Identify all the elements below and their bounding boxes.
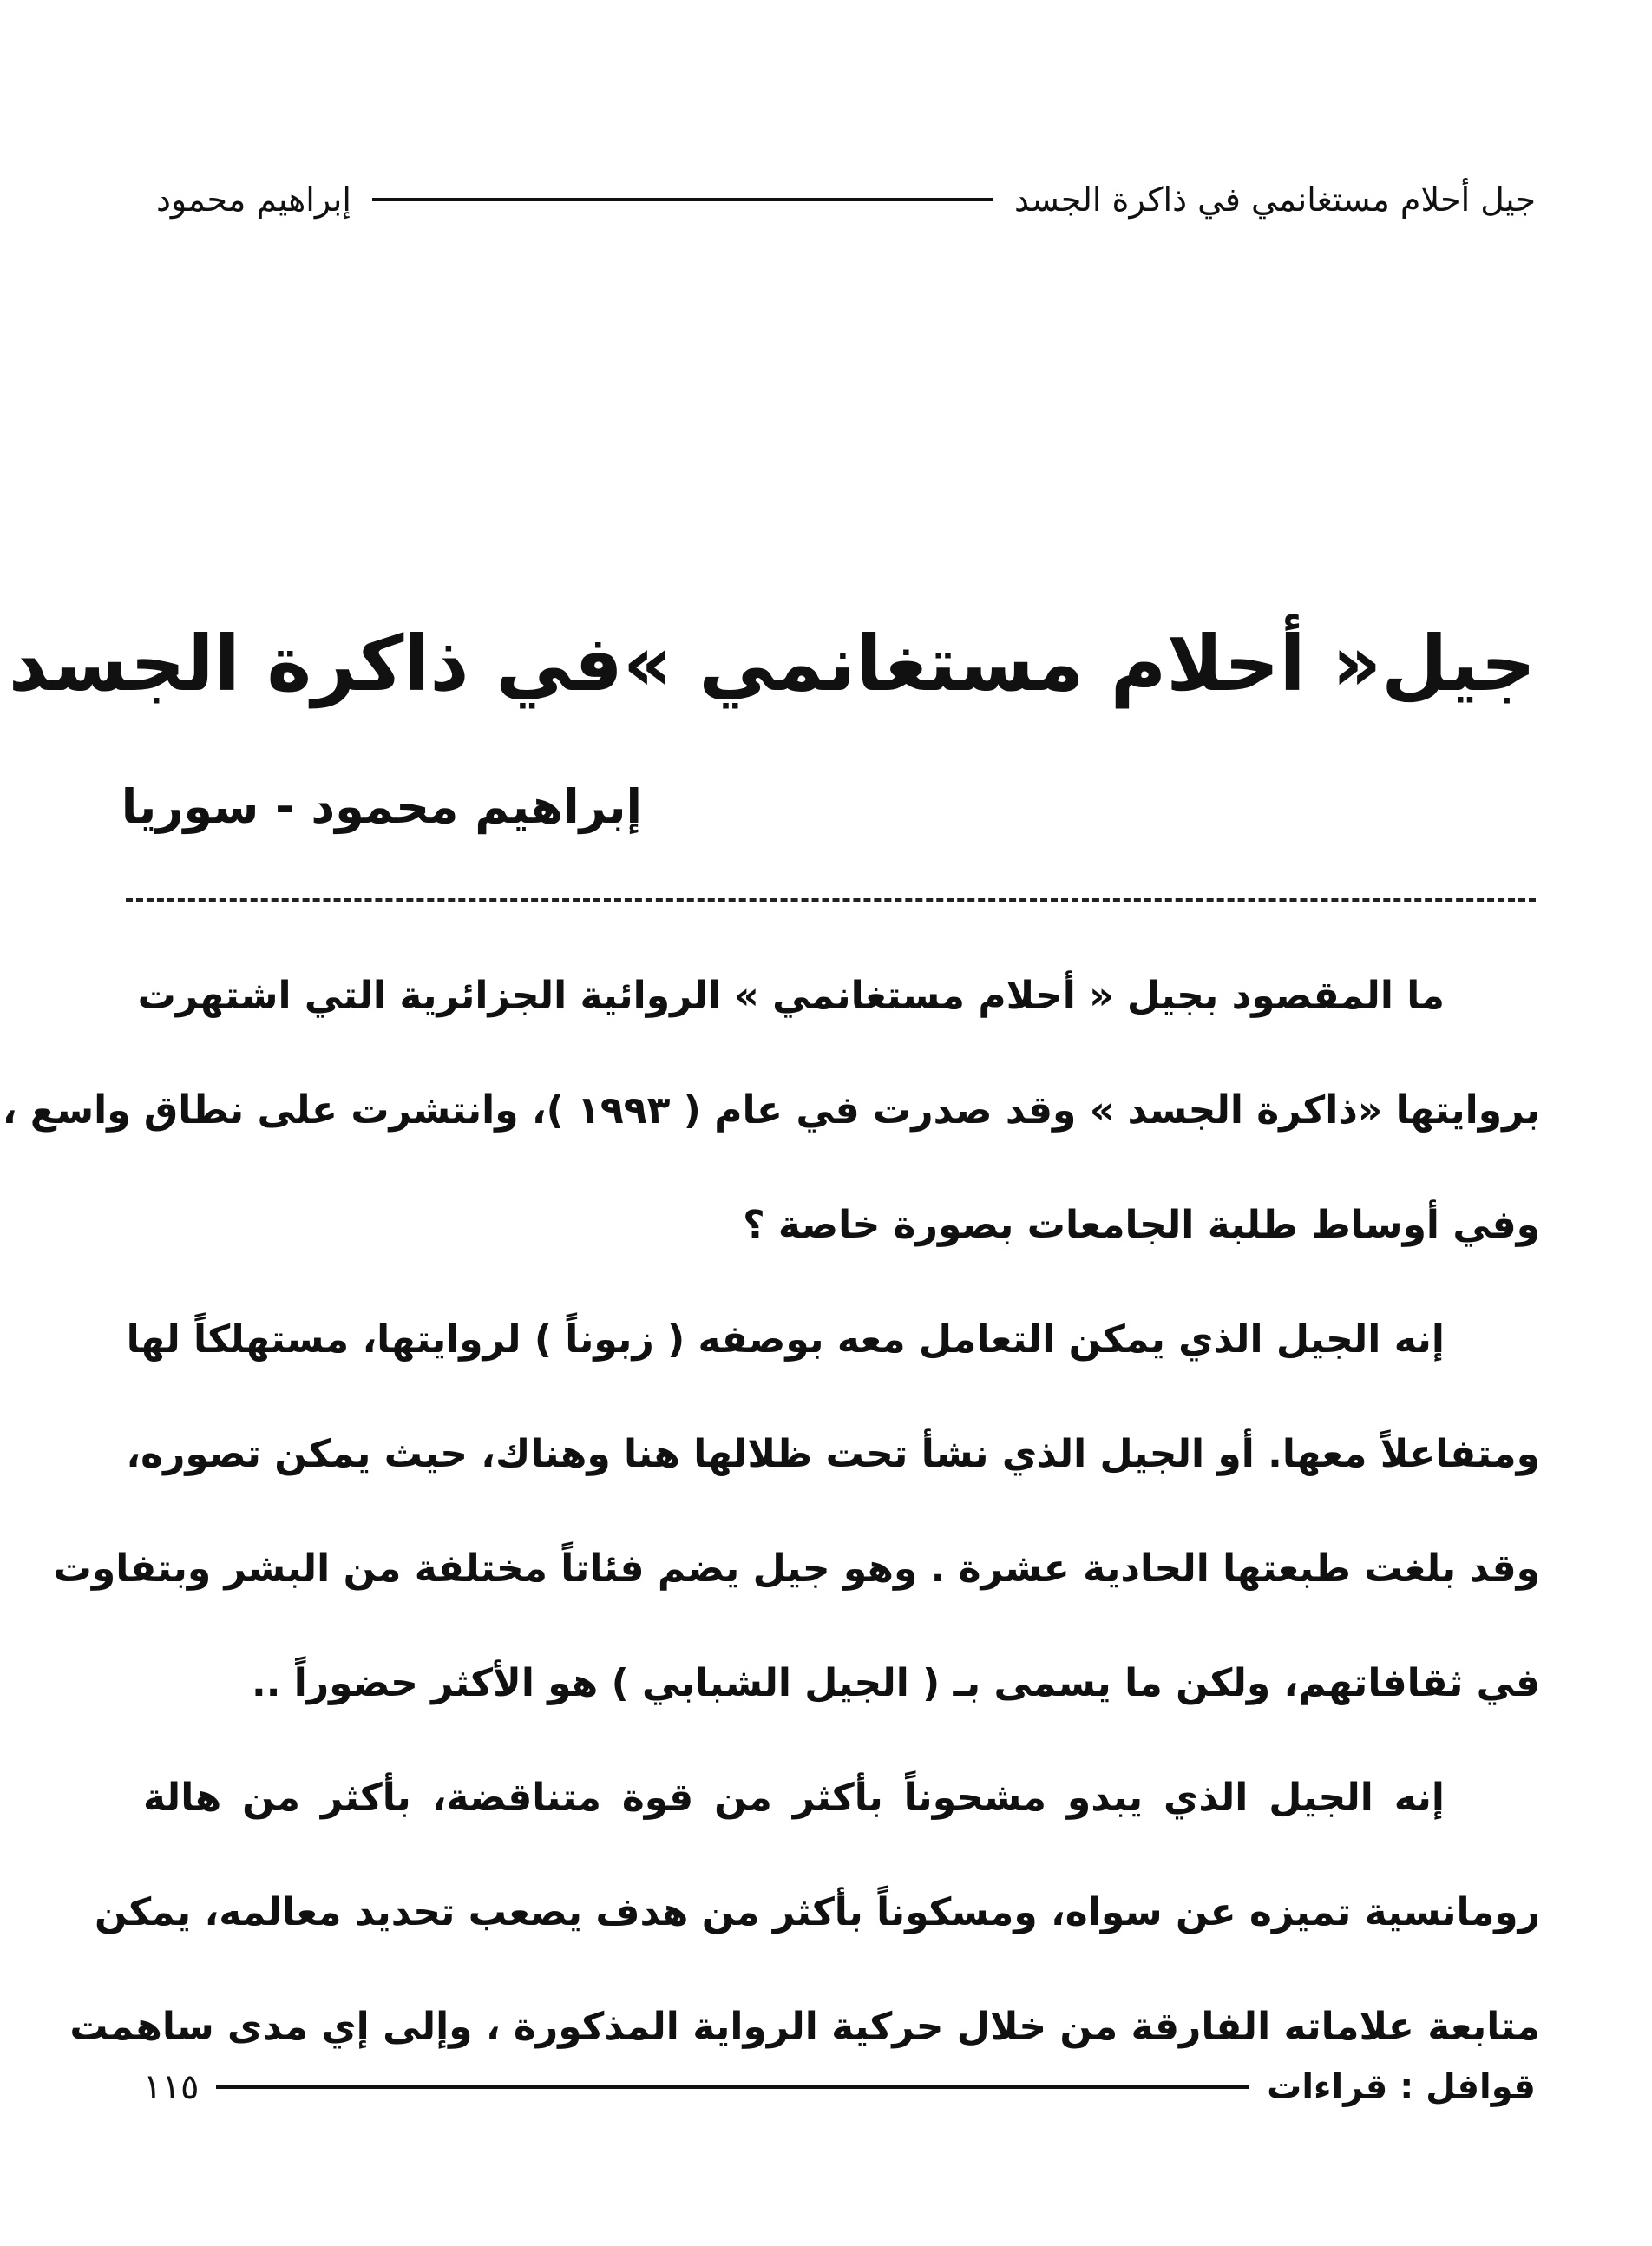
body-line: رومانسية تميزه عن سواه، ومسكوناً بأكثر من هدف يصعب تحديد معالمه، يمكن <box>94 1890 1540 1934</box>
footer-journal: قوافل : قراءات <box>1267 2067 1536 2107</box>
body-line: إنه الجيل الذي يبدو مشحوناً بأكثر من قوة متناقضة، بأكثر من هالة <box>143 1776 1445 1820</box>
page-number: ١١٥ <box>143 2067 200 2107</box>
running-footer <box>143 2061 1536 2113</box>
body-line: بروايتها «ذاكرة الجسد » وقد صدرت في عام ( ١٩٩٣ )، وانتشرت على نطاق واسع ، <box>2 1088 1540 1133</box>
body-line: وفي أوساط طلبة الجامعات بصورة خاصة ؟ <box>743 1203 1540 1247</box>
article-body <box>2 939 1540 2085</box>
dashed-divider <box>126 898 1536 902</box>
running-header-title: جيل أحلام مستغانمي في ذاكرة الجسد <box>1013 181 1536 219</box>
running-header <box>156 174 1536 226</box>
article-byline: إبراهيم محمود - سوريا <box>121 779 642 834</box>
footer-rule <box>216 2085 1249 2089</box>
header-rule <box>372 198 993 201</box>
body-line: ومتفاعلاً معها. أو الجيل الذي نشأ تحت ظلالها هنا وهناك، حيث يمكن تصوره، <box>126 1432 1540 1476</box>
running-header-author: إبراهيم محمود <box>156 181 351 219</box>
body-line: إنه الجيل الذي يمكن التعامل معه بوصفه ( زبوناً ) لروايتها، مستهلكاً لها <box>126 1317 1445 1362</box>
body-line: في ثقافاتهم، ولكن ما يسمى بـ ( الجيل الشبابي ) هو الأكثر حضوراً .. <box>252 1661 1540 1705</box>
article-title: جيل« أحلام مستغانمي »في ذاكرة الجسد <box>8 619 1536 708</box>
body-line: ما المقصود بجيل « أحلام مستغانمي » الروائية الجزائرية التي اشتهرت <box>137 974 1445 1018</box>
body-line: وقد بلغت طبعتها الحادية عشرة . وهو جيل يضم فئاتاً مختلفة من البشر وبتفاوت <box>53 1547 1540 1591</box>
body-line: متابعة علاماته الفارقة من خلال حركية الرواية المذكورة ، وإلى إي مدى ساهمت <box>69 2005 1540 2049</box>
